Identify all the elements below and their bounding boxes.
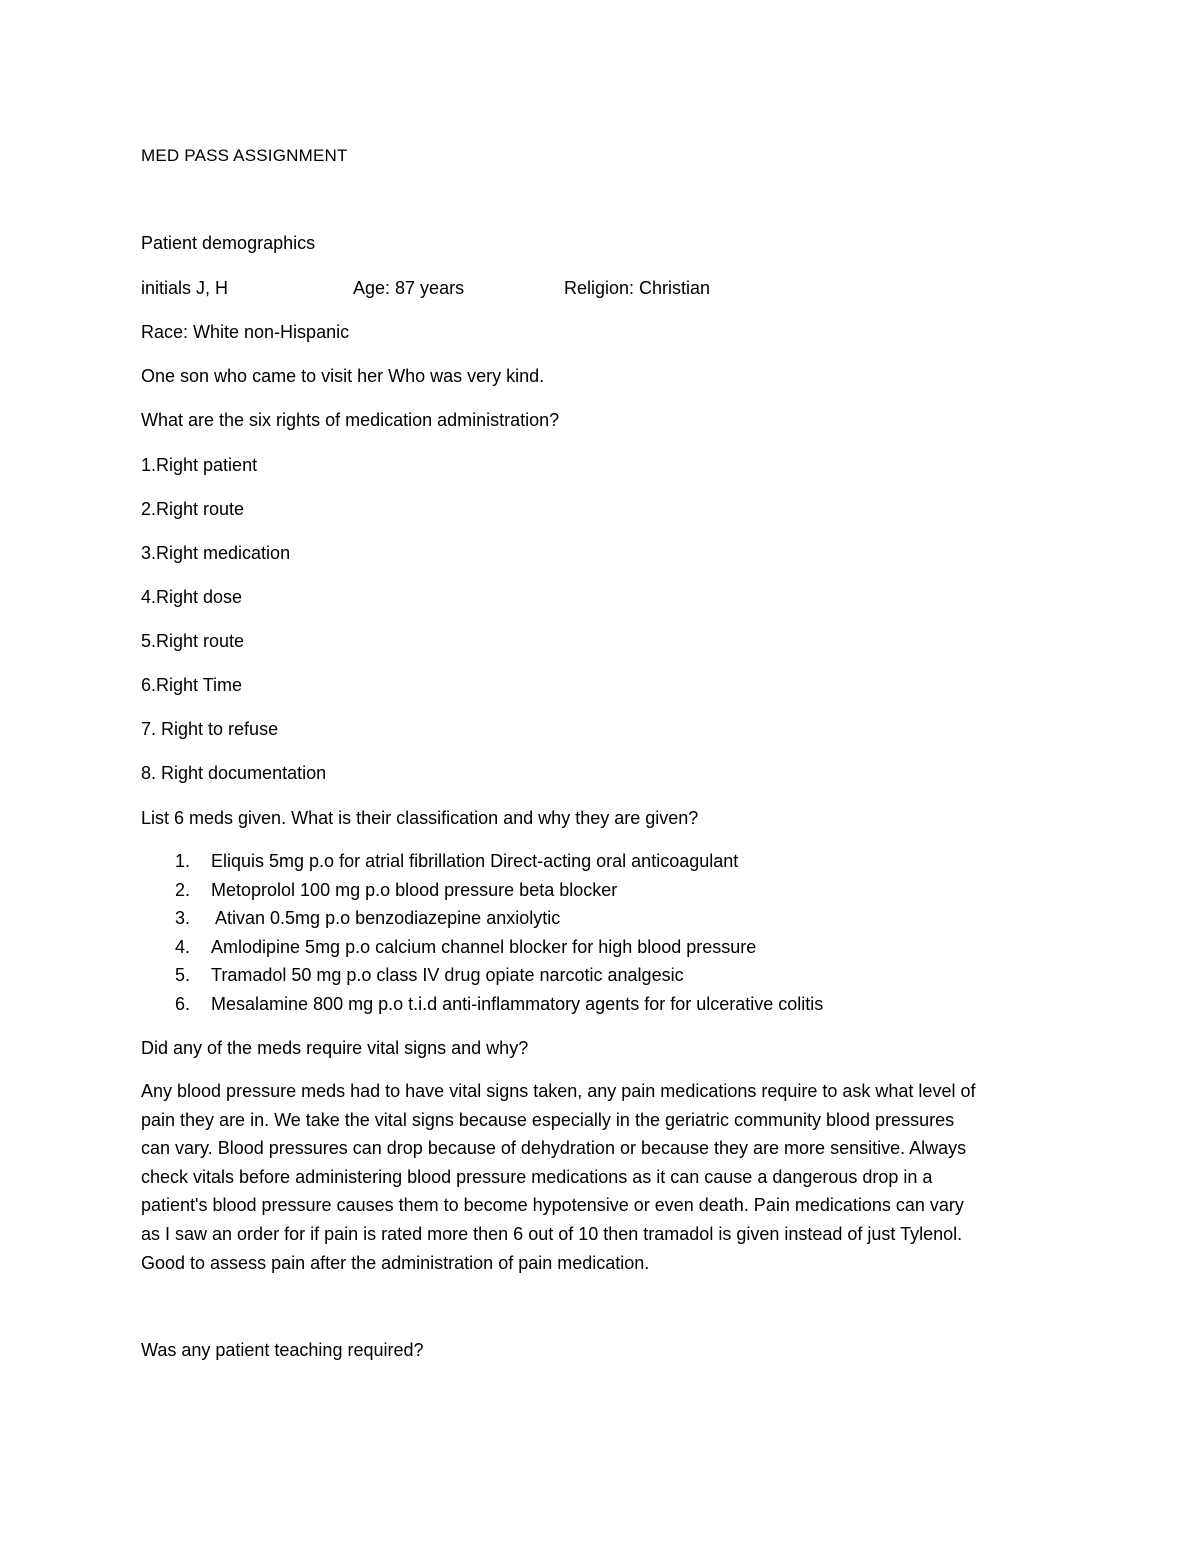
vitals-answer-line: as I saw an order for if pain is rated more then 6 out of 10 then tramadol is given instead of just Tylenol. bbox=[141, 1223, 963, 1244]
patient-initials: initials J, H bbox=[141, 278, 229, 298]
rights-item: 5.Right route bbox=[141, 631, 245, 651]
list-item-text: Ativan 0.5mg p.o benzodiazepine anxiolytic bbox=[211, 908, 561, 928]
document-title: MED PASS ASSIGNMENT bbox=[141, 146, 348, 165]
rights-item: 7. Right to refuse bbox=[141, 719, 279, 739]
list-item-number: 1. bbox=[175, 851, 191, 871]
patient-religion: Religion: Christian bbox=[564, 278, 711, 298]
vitals-answer-line: patient's blood pressure causes them to become hypotensive or even death. Pain medications can vary bbox=[141, 1195, 964, 1216]
rights-item: 1.Right patient bbox=[141, 455, 258, 475]
visitor-note: One son who came to visit her Who was very kind. bbox=[141, 366, 545, 386]
rights-item: 8. Right documentation bbox=[141, 763, 327, 783]
vitals-answer-line: pain they are in. We take the vital signs because especially in the geriatric community blood pressures bbox=[141, 1109, 955, 1130]
teaching-question: Was any patient teaching required? bbox=[141, 1340, 424, 1360]
list-item-number: 2. bbox=[175, 879, 191, 900]
list-item-text: Tramadol 50 mg p.o class IV drug opiate narcotic analgesic bbox=[211, 965, 684, 985]
demographics-row bbox=[141, 274, 841, 302]
list-item-number: 6. bbox=[175, 993, 191, 1014]
list-item-text: Eliquis 5mg p.o for atrial fibrillation Direct-acting oral anticoagulant bbox=[211, 851, 739, 871]
list-item-number: 4. bbox=[175, 936, 191, 957]
list-item-text: Mesalamine 800 mg p.o t.i.d anti-inflammatory agents for for ulcerative colitis bbox=[211, 993, 824, 1014]
vitals-answer-line: Any blood pressure meds had to have vital signs taken, any pain medications require to ask what level of bbox=[141, 1081, 976, 1101]
vitals-answer-line: check vitals before administering blood pressure medications as it can cause a dangerous drop in a bbox=[141, 1166, 933, 1187]
demographics-heading: Patient demographics bbox=[141, 233, 316, 253]
rights-question: What are the six rights of medication administration? bbox=[141, 410, 560, 430]
rights-item: 3.Right medication bbox=[141, 543, 291, 563]
vitals-answer-line: Good to assess pain after the administration of pain medication. bbox=[141, 1252, 650, 1273]
rights-item: 2.Right route bbox=[141, 499, 245, 519]
rights-item: 4.Right dose bbox=[141, 587, 243, 607]
vitals-answer bbox=[141, 1077, 1061, 1277]
meds-question: List 6 meds given. What is their classification and why they are given? bbox=[141, 808, 699, 828]
list-item-number: 5. bbox=[175, 965, 191, 985]
list-item-text: Amlodipine 5mg p.o calcium channel blocker for high blood pressure bbox=[211, 936, 757, 957]
list-item-text: Metoprolol 100 mg p.o blood pressure beta blocker bbox=[211, 879, 618, 900]
list-item-number: 3. bbox=[175, 908, 191, 928]
rights-item: 6.Right Time bbox=[141, 675, 243, 695]
patient-age: Age: 87 years bbox=[353, 278, 465, 298]
patient-race: Race: White non-Hispanic bbox=[141, 322, 350, 342]
vitals-question: Did any of the meds require vital signs and why? bbox=[141, 1038, 529, 1058]
vitals-answer-line: can vary. Blood pressures can drop because of dehydration or because they are more sensitive. Always bbox=[141, 1138, 967, 1159]
